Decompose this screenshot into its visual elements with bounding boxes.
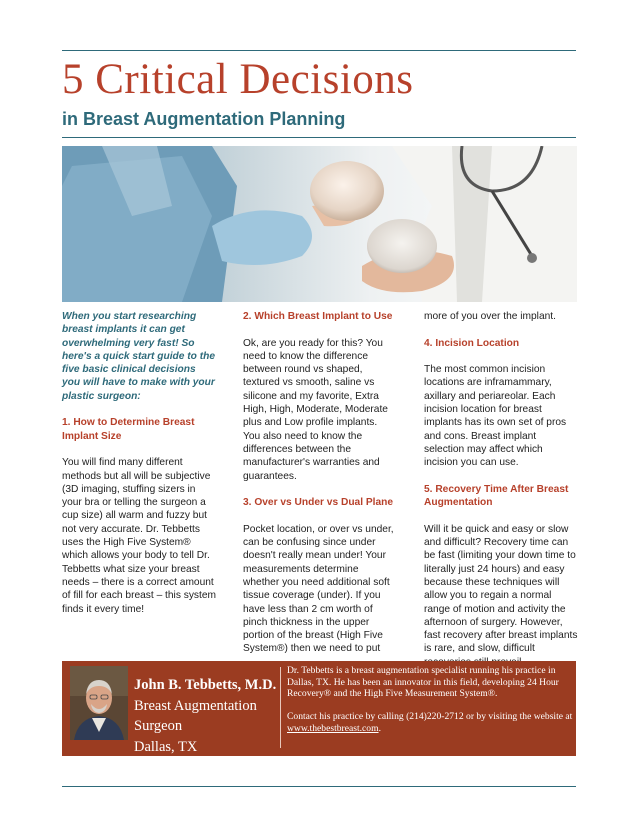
column-3 bbox=[424, 310, 578, 682]
author-photo bbox=[70, 666, 128, 740]
bottom-rule bbox=[62, 786, 576, 787]
paragraph-incision-location: The most common incision locations are inframammary, axillary and periareolar. Each incision location for breast implants has its own set of pros and cons. Breast implant selection may affect which incision you can use. bbox=[424, 364, 567, 469]
author-location: Dallas, TX bbox=[134, 738, 198, 755]
top-rule bbox=[62, 50, 576, 51]
author-name: John B. Tebbetts, M.D. bbox=[134, 677, 277, 693]
page-title: 5 Critical Decisions bbox=[62, 56, 414, 103]
paragraph-recovery-time: Will it be quick and easy or slow and difficult? Recovery time can be fast (limiting your down time to literally just 24 hours) and easy because these techniques will allow you to regain a normal range of motion and activity the afternoon of surgery. However, fast recovery after breast implants is rare, and slow, difficult bbox=[424, 523, 578, 655]
contact-paragraph bbox=[287, 711, 573, 734]
author-specialty: Breast Augmentation bbox=[134, 697, 257, 714]
heading-incision-location: 4. Incision Location bbox=[424, 337, 520, 349]
heading-implant-size: 1. How to Determine Breast Implant Size bbox=[62, 417, 195, 442]
column-1 bbox=[62, 310, 216, 629]
bio-paragraph: Dr. Tebbetts is a breast augmentation specialist running his practice in Dallas, TX. He has been an innovator in this field, developing 24 Hour Recovery® and the High Five Measurement System®. bbox=[287, 665, 559, 700]
contact-text: Contact his practice by calling (214)220-2712 or by visiting the website at bbox=[287, 711, 573, 723]
paragraph-which-implant: Ok, are you ready for this? You need to know the difference between round vs shaped, textured vs smooth, saline vs silicone and my favorite, Extra High, High, Moderate, Moderate plus and Low profile implants. You also need to know the differences between the manufacturer's warranties and guarantees. bbox=[243, 337, 388, 482]
paragraph-pocket-location: Pocket location, or over vs under, can be confusing since under doesn't really mean under! Your measurements determine whether you need additional soft tissue coverage (under). If you have less than 2 cm worth of pinch thickness in the upper portion of the breast (High Five System®) then we need to put bbox=[243, 523, 394, 655]
surgeon-holding-implants-photo-icon bbox=[62, 146, 577, 302]
intro-text: When you start researching breast implants it can get overwhelming very fast! So here's a quick start guide to the five basic clinical decisions you will have to make with your plastic surgeon: bbox=[62, 311, 216, 402]
paragraph-pocket-continued: more of you over the implant. bbox=[424, 311, 556, 322]
author-portrait-icon bbox=[70, 666, 128, 740]
author-role: Surgeon bbox=[134, 718, 183, 734]
heading-recovery-time: 5. Recovery Time After Breast Augmentation bbox=[424, 483, 569, 509]
author-title-block bbox=[134, 696, 257, 758]
footer-divider bbox=[280, 667, 281, 748]
page-subtitle: in Breast Augmentation Planning bbox=[62, 109, 346, 129]
hero-photo bbox=[62, 146, 577, 302]
heading-pocket-location: 3. Over vs Under vs Dual Plane bbox=[243, 497, 394, 509]
author-bio bbox=[287, 665, 573, 746]
title-rule bbox=[62, 137, 576, 138]
website-link[interactable]: www.thebestbreast.com bbox=[287, 722, 379, 734]
heading-which-implant: 2. Which Breast Implant to Use bbox=[243, 311, 393, 322]
contact-end: . bbox=[378, 722, 381, 734]
author-footer bbox=[62, 661, 576, 756]
paragraph-implant-size: You will find many different methods but all will be subjective (3D imaging, stuffing sizers in your bra or telling the surgeon a cup size) all warm and fuzzy but not very accurate. Dr. Tebbetts uses the High Five System® which allows your body to tell Dr. Tebbetts what size your breast needs – there is a correct amount of fill for each breast – this system finds it every time! bbox=[62, 457, 217, 615]
column-2 bbox=[243, 310, 397, 669]
